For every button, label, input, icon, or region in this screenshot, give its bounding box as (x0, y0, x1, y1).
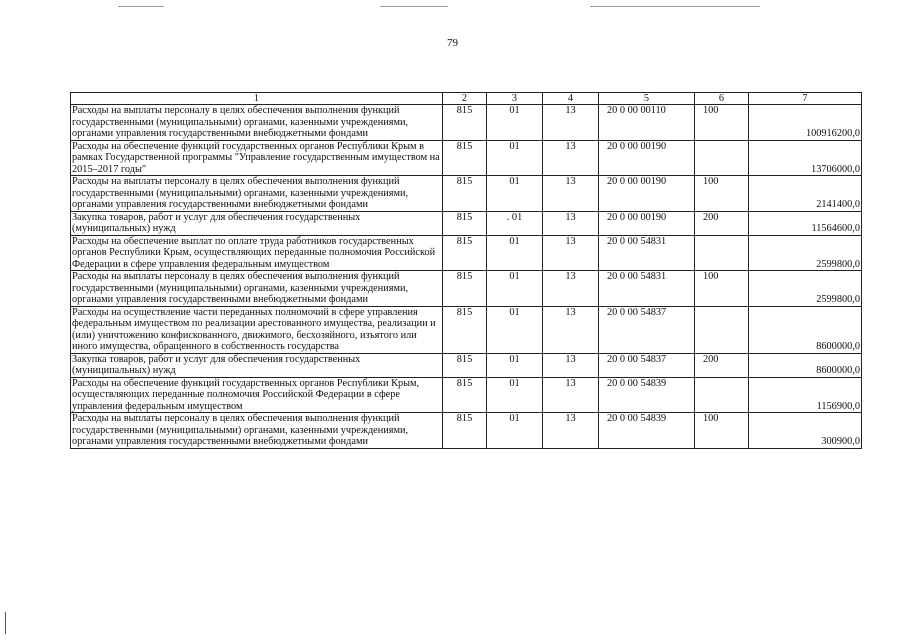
table-row (71, 413, 862, 449)
top-rule (118, 6, 164, 7)
expense-description: Расходы на обеспечение функций государственных органов Республики Крым, осуществляющих переданные полномочия Российской Федерации в сфере управления федеральным имуществом (71, 377, 443, 413)
ministry-code: 815 (443, 377, 487, 413)
expense-type-code: 100 (695, 413, 749, 449)
expense-type-code: 100 (695, 105, 749, 141)
top-rule (380, 6, 448, 7)
ministry-code: 815 (443, 271, 487, 307)
table-header-row (71, 93, 862, 105)
amount: 2599800,0 (749, 271, 862, 307)
expense-type-code: 200 (695, 353, 749, 377)
amount: 8600000,0 (749, 306, 862, 353)
ministry-code: 815 (443, 306, 487, 353)
table-row (71, 105, 862, 141)
target-article-code: 20 0 00 54839 (599, 413, 695, 449)
table-row (71, 353, 862, 377)
expense-type-code (695, 306, 749, 353)
table-row (71, 377, 862, 413)
column-header: 6 (695, 93, 749, 105)
section-code: 01 (487, 413, 543, 449)
table-row (71, 235, 862, 271)
amount: 300900,0 (749, 413, 862, 449)
amount: 11564600,0 (749, 211, 862, 235)
subsection-code: 13 (543, 306, 599, 353)
expense-type-code: 100 (695, 176, 749, 212)
subsection-code: 13 (543, 353, 599, 377)
amount: 2599800,0 (749, 235, 862, 271)
column-header: 4 (543, 93, 599, 105)
target-article-code: 20 0 00 54837 (599, 306, 695, 353)
ministry-code: 815 (443, 105, 487, 141)
column-header: 7 (749, 93, 862, 105)
target-article-code: 20 0 00 00110 (599, 105, 695, 141)
table-row (71, 271, 862, 307)
expense-description: Расходы на обеспечение выплат по оплате труда работников государственных органов Республики Крым, осуществляющих переданные полномочия Российской Федерации в сфере управления федеральным имуществом (71, 235, 443, 271)
ministry-code: 815 (443, 176, 487, 212)
ministry-code: 815 (443, 211, 487, 235)
amount: 13706000,0 (749, 140, 862, 176)
section-code: 01 (487, 140, 543, 176)
ministry-code: 815 (443, 353, 487, 377)
expense-description: Закупка товаров, работ и услуг для обеспечения государственных (муниципальных) нужд (71, 353, 443, 377)
column-header: 3 (487, 93, 543, 105)
margin-mark (5, 612, 6, 634)
section-code: 01 (487, 377, 543, 413)
section-code: 01 (487, 271, 543, 307)
expense-type-code (695, 377, 749, 413)
subsection-code: 13 (543, 176, 599, 212)
expense-description: Расходы на выплаты персоналу в целях обеспечения выполнения функций государственными (муниципальными) органами, казенными учреждениями, органами управления государственными внебюджетными фондами (71, 271, 443, 307)
section-code: 01 (487, 235, 543, 271)
target-article-code: 20 0 00 00190 (599, 176, 695, 212)
ministry-code: 815 (443, 140, 487, 176)
table-row (71, 140, 862, 176)
expense-description: Расходы на обеспечение функций государственных органов Республики Крым в рамках Государственной программы "Управление государственным имуществом на 2015–2017 годы" (71, 140, 443, 176)
expense-description: Закупка товаров, работ и услуг для обеспечения государственных (муниципальных) нужд (71, 211, 443, 235)
target-article-code: 20 0 00 00190 (599, 140, 695, 176)
section-code: . 01 (487, 211, 543, 235)
amount: 100916200,0 (749, 105, 862, 141)
ministry-code: 815 (443, 413, 487, 449)
target-article-code: 20 0 00 54839 (599, 377, 695, 413)
target-article-code: 20 0 00 54837 (599, 353, 695, 377)
section-code: 01 (487, 105, 543, 141)
expense-description: Расходы на выплаты персоналу в целях обеспечения выполнения функций государственными (муниципальными) органами, казенными учреждениями, органами управления государственными внебюджетными фондами (71, 413, 443, 449)
section-code: 01 (487, 353, 543, 377)
top-rule (590, 6, 760, 7)
column-header: 5 (599, 93, 695, 105)
subsection-code: 13 (543, 140, 599, 176)
target-article-code: 20 0 00 54831 (599, 271, 695, 307)
expense-description: Расходы на выплаты персоналу в целях обеспечения выполнения функций государственными (муниципальными) органами, казенными учреждениями, органами управления государственными внебюджетными фондами (71, 105, 443, 141)
expense-description: Расходы на выплаты персоналу в целях обеспечения выполнения функций государственными (муниципальными) органами, казенными учреждениями, органами управления государственными внебюджетными фондами (71, 176, 443, 212)
ministry-code: 815 (443, 235, 487, 271)
target-article-code: 20 0 00 00190 (599, 211, 695, 235)
page-number: 79 (447, 37, 458, 49)
column-header: 1 (71, 93, 443, 105)
table-row (71, 176, 862, 212)
amount: 1156900,0 (749, 377, 862, 413)
expense-type-code: 100 (695, 271, 749, 307)
subsection-code: 13 (543, 211, 599, 235)
column-header: 2 (443, 93, 487, 105)
expense-type-code (695, 235, 749, 271)
subsection-code: 13 (543, 413, 599, 449)
budget-table (70, 92, 862, 449)
subsection-code: 13 (543, 105, 599, 141)
amount: 2141400,0 (749, 176, 862, 212)
subsection-code: 13 (543, 271, 599, 307)
target-article-code: 20 0 00 54831 (599, 235, 695, 271)
expense-type-code: 200 (695, 211, 749, 235)
section-code: 01 (487, 306, 543, 353)
expense-description: Расходы на осуществление части переданных полномочий в сфере управления федеральным имуществом по реализации арестованного имущества, реализации и (или) уничтожению конфискованного, движимого, бесхозяйного, изъятого или иного имущества, обращенного в собственность государства (71, 306, 443, 353)
subsection-code: 13 (543, 377, 599, 413)
subsection-code: 13 (543, 235, 599, 271)
amount: 8600000,0 (749, 353, 862, 377)
expense-type-code (695, 140, 749, 176)
table-row (71, 306, 862, 353)
section-code: 01 (487, 176, 543, 212)
table-row (71, 211, 862, 235)
